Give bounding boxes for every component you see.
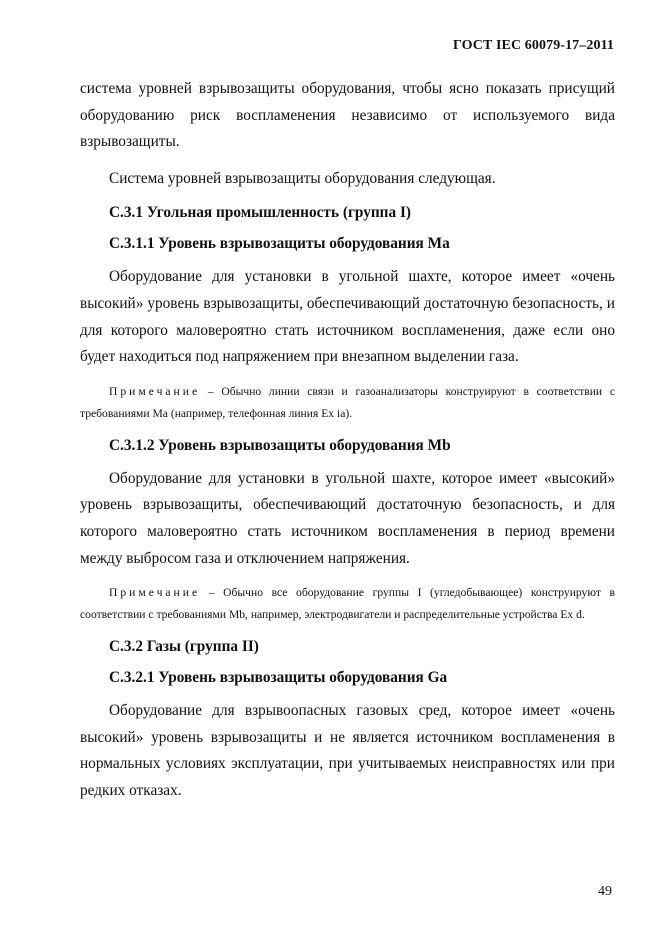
note-mb [80,582,615,626]
heading-c32: С.3.2 Газы (группа II) [109,638,259,656]
document-header: ГОСТ IEC 60079-17–2011 [452,38,614,53]
paragraph-mb: Оборудование для установки в угольной шахте, которое имеет «высокий» уровень взрывозащиты, обеспечивающий достаточную безопасность, и для которого маловероятно стать источником воспламенения в период времени между выбросом газа и отключением напряжения. [80,469,615,567]
intro-continuation: система уровней взрывозащиты оборудования, чтобы ясно показать присущий оборудованию риск воспламенения независимо от используемого вида взрывозащиты. [80,80,615,151]
note-ma [80,381,615,425]
heading-c31: С.3.1 Угольная промышленность (группа I) [109,204,411,222]
note-text: – Обычно все оборудование группы I (угледобывающее) конструируют в соответствии с требованиями Mb, например, электродвигатели и распределительные устройства Ex d. [80,586,615,622]
heading-c312: С.3.1.2 Уровень взрывозащиты оборудования Mb [109,436,451,454]
note-text: – Обычно линии связи и газоанализаторы конструируют в соответствии с требованиями Ma (например, телефонная линия Ex ia). [80,384,615,420]
heading-c321: С.3.2.1 Уровень взрывозащиты оборудования Ga [109,669,448,687]
note-label: Примечание [109,384,201,398]
intro-system: Система уровней взрывозащиты оборудования следующая. [109,169,496,187]
page-number: 49 [598,884,612,899]
heading-c311: С.3.1.1 Уровень взрывозащиты оборудования Ma [109,235,450,253]
document-body [80,76,615,815]
paragraph-ma: Оборудование для установки в угольной шахте, которое имеет «очень высокий» уровень взрывозащиты, обеспечивающий достаточную безопасность, и для которого маловероятно стать источником воспламенения, даже если оно будет находиться под напряжением при внезапном выделении газа. [80,268,615,366]
paragraph-ga: Оборудование для взрывоопасных газовых сред, которое имеет «очень высокий» уровень взрывозащиты и не является источником воспламенения в нормальных условиях эксплуатации, при учитываемых неисправностях или при редких отказах. [80,702,615,799]
note-label: Примечание [109,586,201,600]
